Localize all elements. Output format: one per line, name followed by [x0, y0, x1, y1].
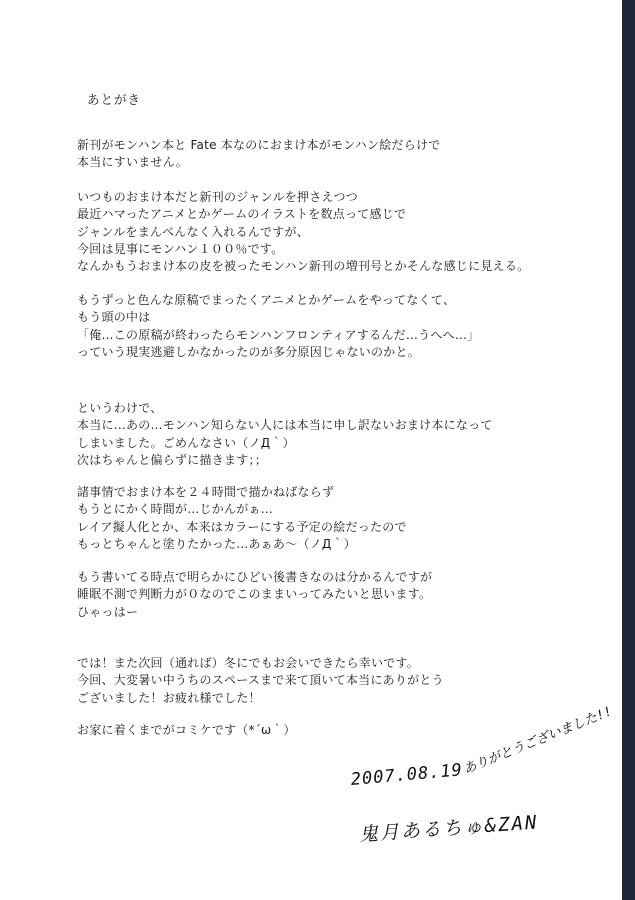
text-line: もうとにかく時間が…じかんがぁ…	[77, 502, 274, 517]
text-line: ございました！お疲れ様でした！	[77, 690, 261, 705]
text-line: お家に着くまでがコミケです（*´ω｀）	[77, 723, 296, 737]
text-line: もう頭の中は	[77, 310, 151, 325]
paragraph-see-you-next	[77, 655, 444, 707]
text-line: 最近ハマったアニメとかゲームのイラストを数点って感じで	[77, 207, 407, 222]
text-line: では！また次回（通れば）冬にでもお会いできたら幸いです。	[77, 656, 420, 670]
paragraph-24-hours	[77, 484, 407, 553]
text-line: 新刊がモンハン本と Fate 本なのにおまけ本がモンハン絵だらけで	[77, 138, 441, 152]
text-line: 諸事情でおまけ本を２４時間で描かねばならず	[77, 485, 335, 499]
text-line: というわけで、	[77, 401, 163, 415]
text-line: 次はちゃんと偏らずに描きます；；	[77, 452, 268, 467]
text-line: 今回は見事にモンハン１００％です。	[77, 241, 284, 256]
paragraph-so-sorry	[77, 400, 493, 469]
page-edge-border	[622, 0, 635, 900]
handwritten-signature: 鬼月あるちゅ&ZAN	[358, 811, 540, 846]
text-line: 本当にすいません。	[77, 155, 188, 170]
text-line: もうずっと色んな原稿でまったくアニメとかゲームをやってなくて、	[77, 293, 456, 307]
text-line: 本当に…あの…モンハン知らない人には本当に申し訳ないおまけ本になって	[77, 418, 493, 433]
text-line: もう書いてる時点で明らかにひどい後書きなのは分かるんですが	[77, 570, 433, 584]
text-line: ひゃっはー	[77, 604, 139, 619]
afterword-title: あとがき	[87, 92, 142, 107]
paragraph-apology-content	[77, 137, 440, 172]
paragraph-comiket-closing	[77, 722, 296, 739]
handwritten-date: 2007.08.19	[350, 760, 464, 790]
text-line: レイア擬人化とか、本来はカラーにする予定の絵だったので	[77, 519, 407, 534]
text-line: 「俺…この原稿が終わったらモンハンフロンティアするんだ…うへへ…」	[77, 327, 480, 342]
text-line: 睡眠不測で判断力が０なのでこのままいってみたいと思います。	[77, 587, 432, 602]
paragraph-usual-extras	[77, 189, 529, 275]
text-line: ジャンルをまんべんなく入れるんですが、	[77, 224, 309, 239]
text-line: しまいました。ごめんなさい（ノД｀）	[77, 435, 295, 450]
paragraph-no-sleep	[77, 569, 432, 621]
text-line: 今回、大変暑い中うちのスペースまで来て頂いて本当にありがとう	[77, 673, 444, 688]
text-line: もっとちゃんと塗りたかった…あぁあ～（ノД｀）	[77, 536, 357, 551]
paragraph-reality-escape	[77, 292, 479, 361]
text-line: っていう現実逃避しかなかったのが多分原因じゃないのかと。	[77, 344, 421, 359]
text-line: いつものおまけ本だと新刊のジャンルを押さえつつ	[77, 190, 358, 204]
text-line: なんかもうおまけ本の皮を被ったモンハン新刊の増刊号とかそんな感じに見える。	[77, 259, 530, 274]
handwritten-thanks: ありがとうございました!!	[461, 704, 615, 778]
